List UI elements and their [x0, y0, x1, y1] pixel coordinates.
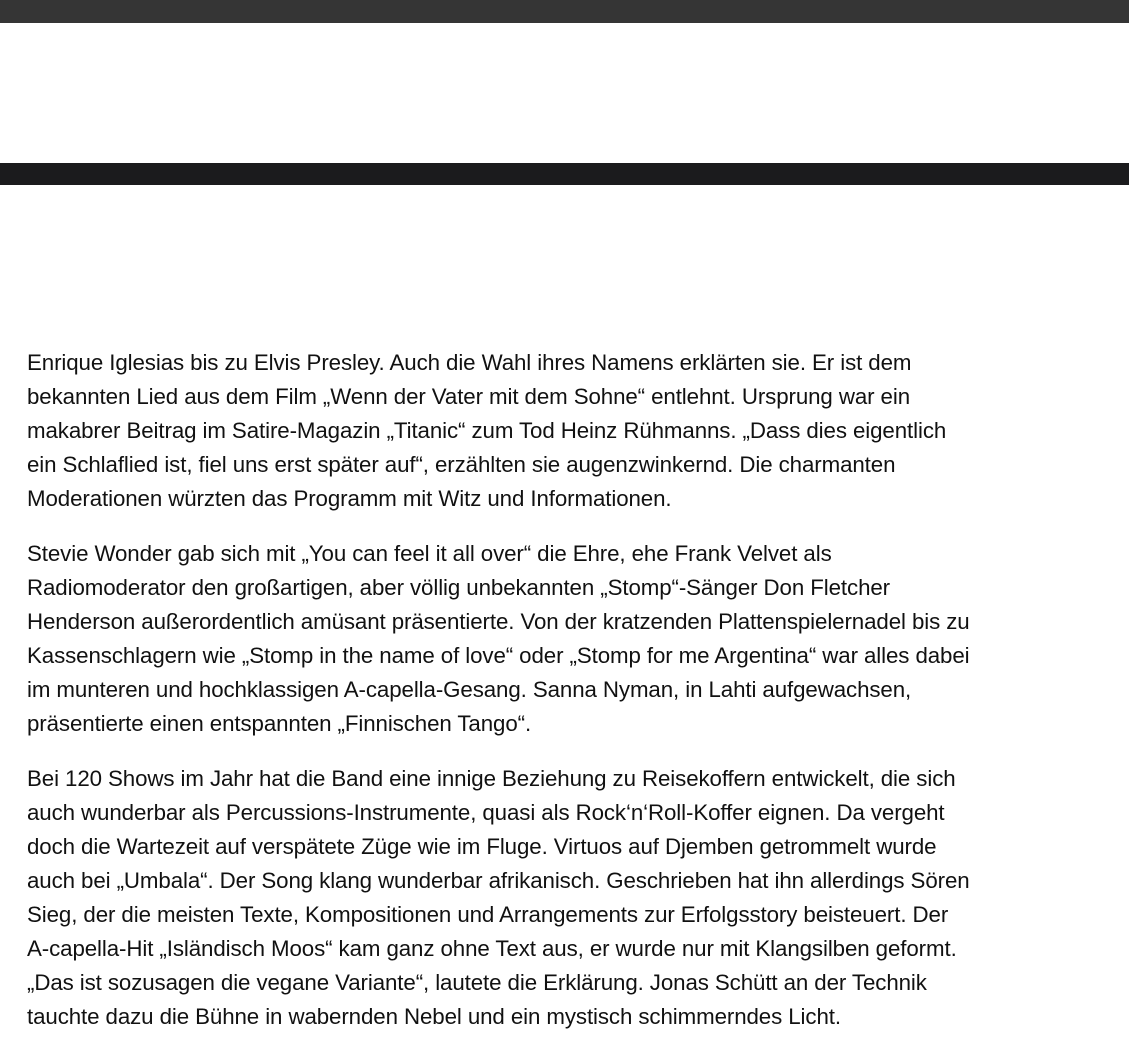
paragraph-1	[27, 346, 1129, 516]
text-line: auch bei „Umbala“. Der Song klang wunderbar afrikanisch. Geschrieben hat ihn allerdings Sören	[27, 868, 970, 893]
text-line: Sieg, der die meisten Texte, Kompositionen und Arrangements zur Erfolgsstory beisteuert. Der	[27, 902, 949, 927]
text-line: im munteren und hochklassigen A-capella-Gesang. Sanna Nyman, in Lahti aufgewachsen,	[27, 677, 912, 702]
text-line: Kassenschlagern wie „Stomp in the name of love“ oder „Stomp for me Argentina“ war alles dabei	[27, 643, 970, 668]
text-line: A-capella-Hit „Isländisch Moos“ kam ganz ohne Text aus, er wurde nur mit Klangsilben geformt.	[27, 936, 957, 961]
text-line: Moderationen würzten das Programm mit Witz und Informationen.	[27, 486, 672, 511]
text-line: bekannten Lied aus dem Film „Wenn der Vater mit dem Sohne“ entlehnt. Ursprung war ein	[27, 384, 911, 409]
paragraph-3	[27, 762, 1129, 1034]
header-bar	[0, 163, 1129, 185]
text-line: präsentierte einen entspannten „Finnischen Tango“.	[27, 711, 532, 736]
text-line: Radiomoderator den großartigen, aber völlig unbekannten „Stomp“-Sänger Don Fletcher	[27, 575, 890, 600]
text-line: ein Schlaflied ist, fiel uns erst später auf“, erzählten sie augenzwinkernd. Die charmanten	[27, 452, 896, 477]
text-line: Henderson außerordentlich amüsant präsentierte. Von der kratzenden Plattenspielernadel bis zu	[27, 609, 970, 634]
text-line: makabrer Beitrag im Satire-Magazin „Titanic“ zum Tod Heinz Rühmanns. „Dass dies eigentlich	[27, 418, 947, 443]
text-line: Bei 120 Shows im Jahr hat die Band eine innige Beziehung zu Reisekoffern entwickelt, die sich	[27, 766, 956, 791]
text-line: Stevie Wonder gab sich mit „You can feel it all over“ die Ehre, ehe Frank Velvet als	[27, 541, 832, 566]
text-line: tauchte dazu die Bühne in wabernden Nebel und ein mystisch schimmerndes Licht.	[27, 1004, 841, 1029]
top-bar	[0, 0, 1129, 23]
text-line: Enrique Iglesias bis zu Elvis Presley. Auch die Wahl ihres Namens erklärten sie. Er ist dem	[27, 350, 912, 375]
text-line: auch wunderbar als Percussions-Instrumente, quasi als Rock‘n‘Roll-Koffer eignen. Da vergeht	[27, 800, 945, 825]
article-body	[27, 346, 1129, 1055]
text-line: doch die Wartezeit auf verspätete Züge wie im Fluge. Virtuos auf Djemben getrommelt wurde	[27, 834, 937, 859]
paragraph-2	[27, 537, 1129, 741]
text-line: „Das ist sozusagen die vegane Variante“, lautete die Erklärung. Jonas Schütt an der Technik	[27, 970, 927, 995]
